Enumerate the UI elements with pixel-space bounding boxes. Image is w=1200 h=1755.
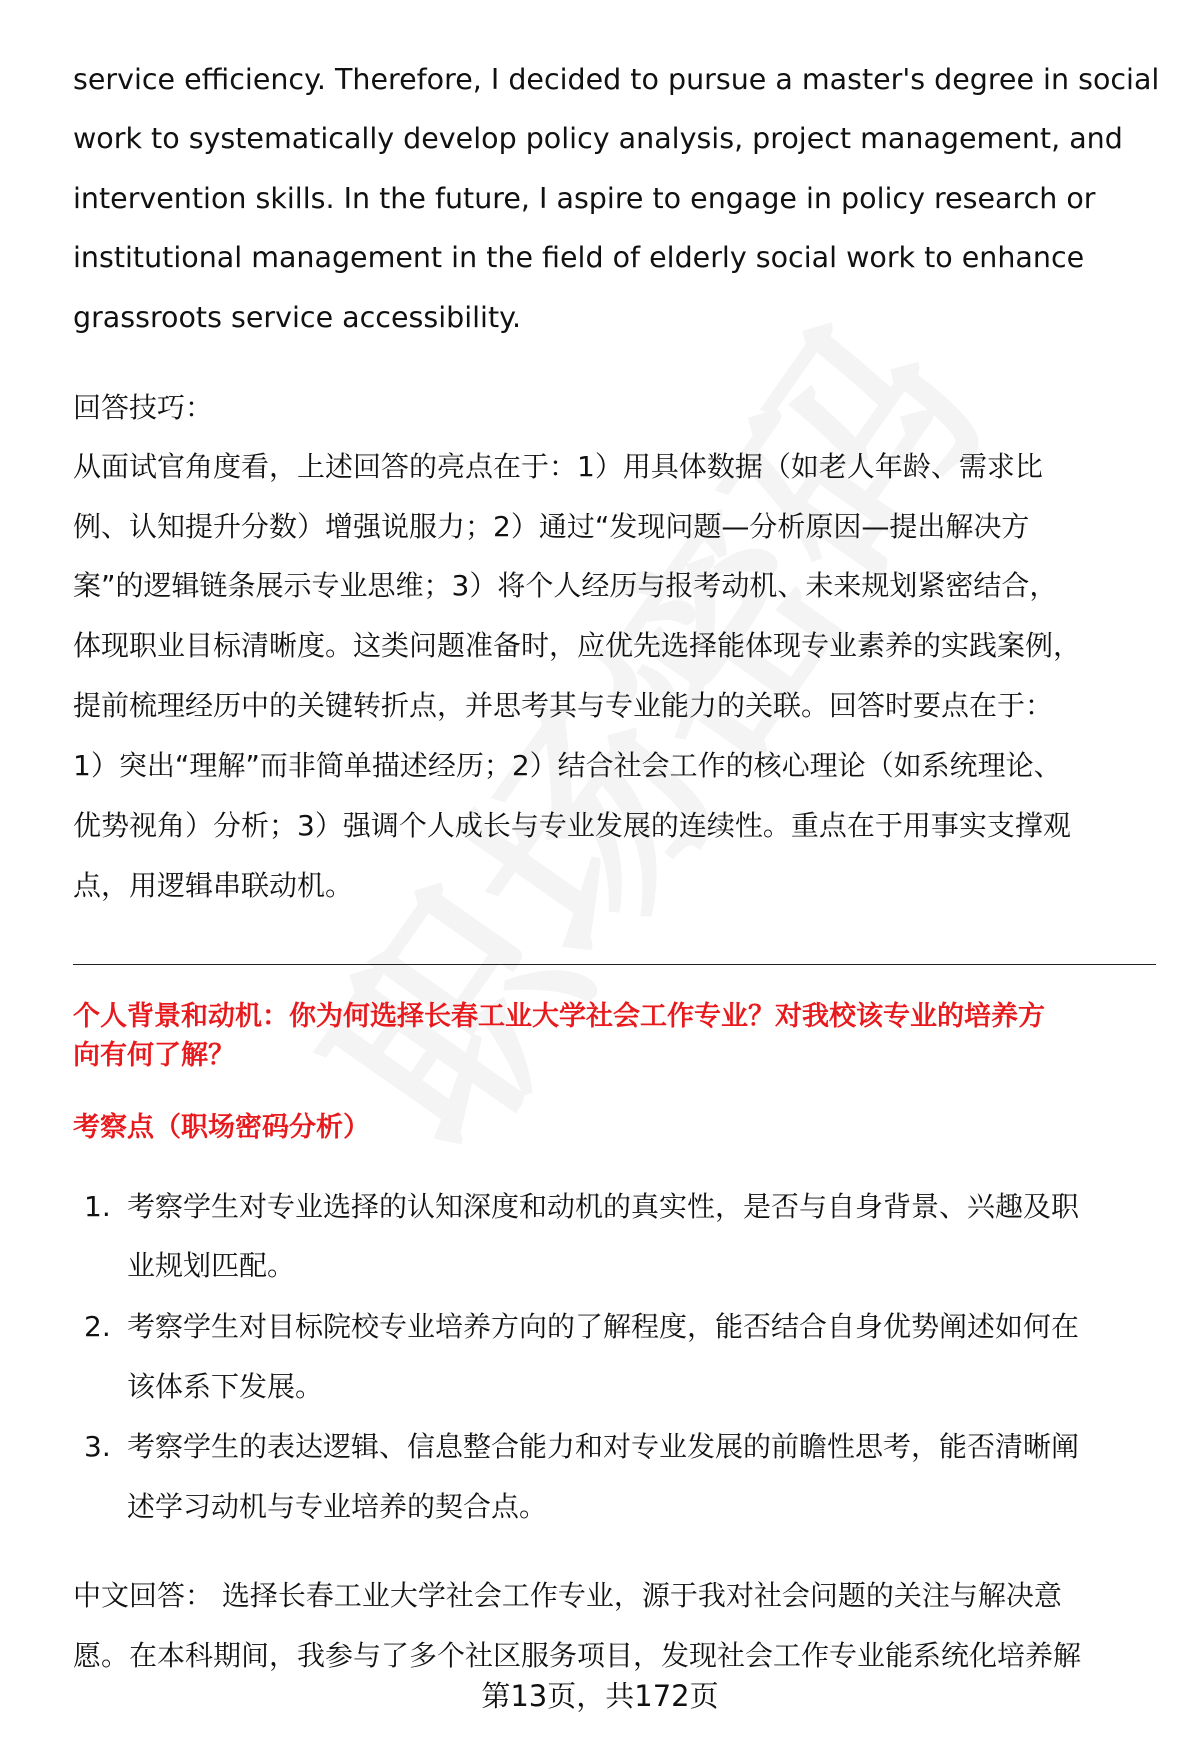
text-line: 愿。在本科期间，我参与了多个社区服务项目，发现社会工作专业能系统化培养解	[73, 1639, 1082, 1672]
text-line: 体现职业目标清晰度。这类问题准备时，应优先选择能体现专业素养的实践案例，	[73, 629, 1082, 662]
text-line: grassroots service accessibility.	[73, 301, 521, 334]
list-item-line: 考察学生对目标院校专业培养方向的了解程度，能否结合自身优势阐述如何在	[127, 1310, 1080, 1343]
list-item-line: 该体系下发展。	[127, 1370, 324, 1403]
analysis-heading: 考察点（职场密码分析）	[73, 1112, 370, 1143]
text-line: work to systematically develop policy analysis, project management, and	[73, 122, 1123, 155]
text-line: 从面试官角度看，上述回答的亮点在于：1）用具体数据（如老人年龄、需求比	[73, 450, 1043, 483]
list-number: 1.	[84, 1190, 111, 1223]
question-line: 个人背景和动机：你为何选择长春工业大学社会工作专业？对我校该专业的培养方	[73, 1001, 1045, 1032]
section-divider	[73, 964, 1156, 965]
tips-label: 回答技巧：	[73, 391, 214, 424]
list-number: 2.	[84, 1310, 111, 1343]
text-line: 点，用逻辑串联动机。	[73, 869, 354, 902]
list-item-line: 述学习动机与专业培养的契合点。	[127, 1490, 548, 1523]
page-number: 第13页，共172页	[481, 1679, 719, 1713]
list-item-line: 考察学生的表达逻辑、信息整合能力和对专业发展的前瞻性思考，能否清晰阐	[127, 1430, 1080, 1463]
text-line: intervention skills. In the future, I aspire to engage in policy research or	[73, 182, 1096, 215]
text-line: 中文回答： 选择长春工业大学社会工作专业，源于我对社会问题的关注与解决意	[73, 1579, 1062, 1612]
text-line: institutional management in the field of elderly social work to enhance	[73, 241, 1085, 274]
list-item-line: 考察学生对专业选择的认知深度和动机的真实性，是否与自身背景、兴趣及职	[127, 1190, 1080, 1223]
text-line: service efficiency. Therefore, I decided to pursue a master's degree in social	[73, 63, 1160, 96]
list-item-line: 业规划匹配。	[127, 1249, 296, 1282]
text-line: 优势视角）分析；3）强调个人成长与专业发展的连续性。重点在于用事实支撑观	[73, 809, 1071, 842]
text-line: 1）突出“理解”而非简单描述经历；2）结合社会工作的核心理论（如系统理论、	[73, 749, 1062, 782]
text-line: 提前梳理经历中的关键转折点，并思考其与专业能力的关联。回答时要点在于：	[73, 689, 1054, 722]
question-line: 向有何了解？	[73, 1040, 235, 1071]
list-number: 3.	[84, 1430, 111, 1463]
text-line: 例、认知提升分数）增强说服力；2）通过“发现问题—分析原因—提出解决方	[73, 510, 1030, 543]
text-line: 案”的逻辑链条展示专业思维；3）将个人经历与报考动机、未来规划紧密结合，	[73, 569, 1058, 602]
